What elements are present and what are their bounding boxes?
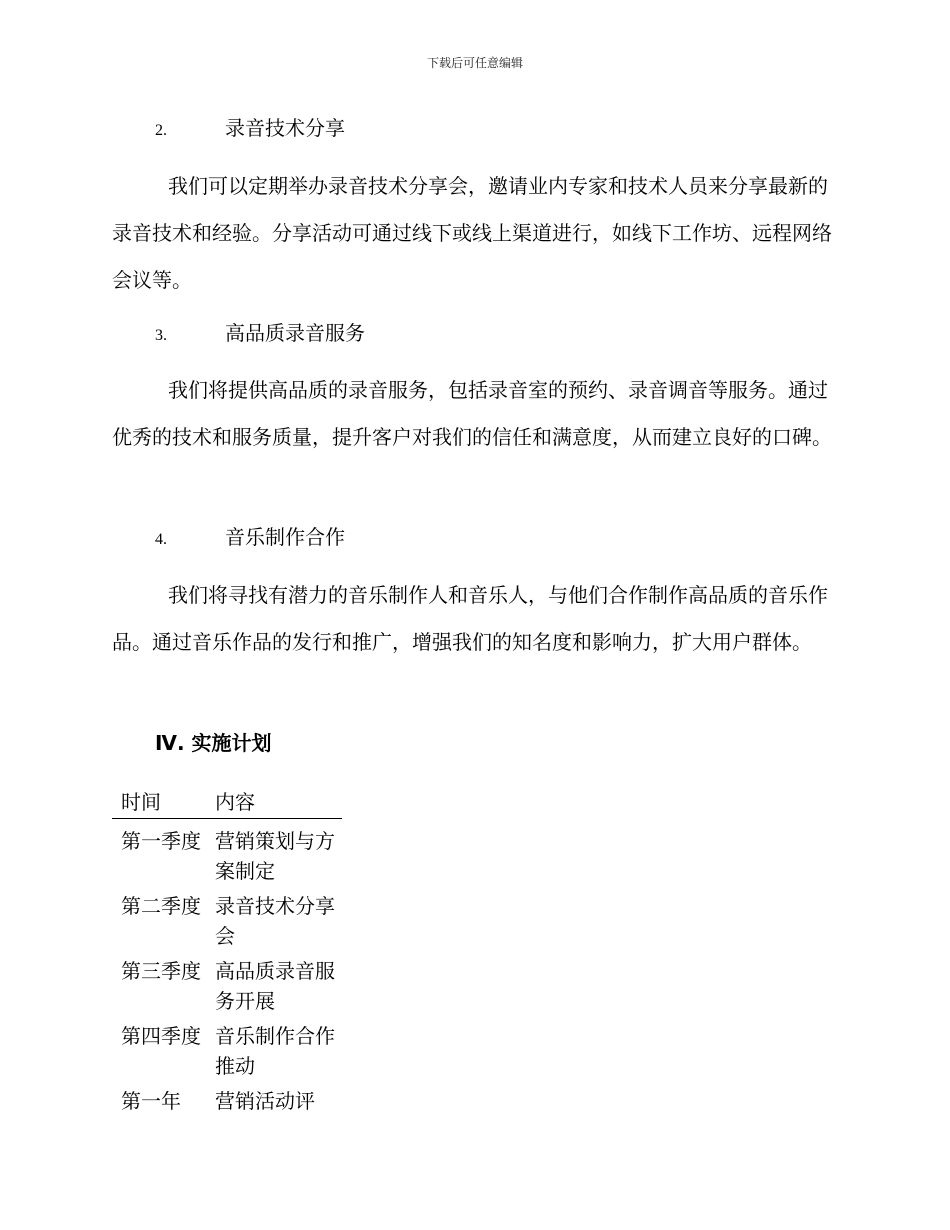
column-header-content: 内容 [215, 790, 255, 814]
section-number: 2. [155, 122, 167, 139]
cell-content: 音乐制作合作推动 [215, 1024, 335, 1078]
section-title: 录音技术分享 [225, 116, 345, 140]
table-row [112, 826, 342, 886]
column-header-time: 时间 [121, 790, 161, 814]
cell-content: 高品质录音服务开展 [215, 959, 335, 1013]
section-heading-3 [155, 318, 365, 348]
page-header: 下载后可任意编辑 [426, 56, 523, 70]
cell-time: 第三季度 [121, 959, 201, 983]
table-header [112, 787, 342, 819]
cell-time: 第一季度 [121, 829, 201, 853]
implementation-plan-heading: Ⅳ. 实施计划 [155, 731, 272, 755]
table-row [112, 1021, 342, 1081]
table-row [112, 956, 342, 1016]
section-heading-4 [155, 522, 345, 552]
implementation-plan-table [112, 787, 342, 1116]
section-title: 音乐制作合作 [225, 525, 345, 549]
section-paragraph-3: 我们将提供高品质的录音服务，包括录音室的预约、录音调音等服务。通过优秀的技术和服务质量，提升客户对我们的信任和满意度，从而建立良好的口碑。 [112, 378, 832, 449]
section-title: 高品质录音服务 [225, 321, 365, 345]
section-heading-2 [155, 113, 345, 143]
section-paragraph-2: 我们可以定期举办录音技术分享会，邀请业内专家和技术人员来分享最新的录音技术和经验。分享活动可通过线下或线上渠道进行，如线下工作坊、远程网络会议等。 [112, 174, 832, 292]
table-row [112, 1086, 342, 1116]
cell-content: 录音技术分享会 [215, 894, 335, 948]
cell-content: 营销策划与方案制定 [215, 829, 335, 883]
cell-time: 第一年 [121, 1089, 181, 1113]
cell-time: 第四季度 [121, 1024, 201, 1048]
section-number: 3. [155, 327, 167, 344]
section-paragraph-4: 我们将寻找有潜力的音乐制作人和音乐人，与他们合作制作高品质的音乐作品。通过音乐作品的发行和推广，增强我们的知名度和影响力，扩大用户群体。 [112, 583, 828, 654]
table-row [112, 891, 342, 951]
cell-time: 第二季度 [121, 894, 201, 918]
section-number: 4. [155, 531, 167, 548]
cell-content: 营销活动评 [215, 1089, 315, 1113]
